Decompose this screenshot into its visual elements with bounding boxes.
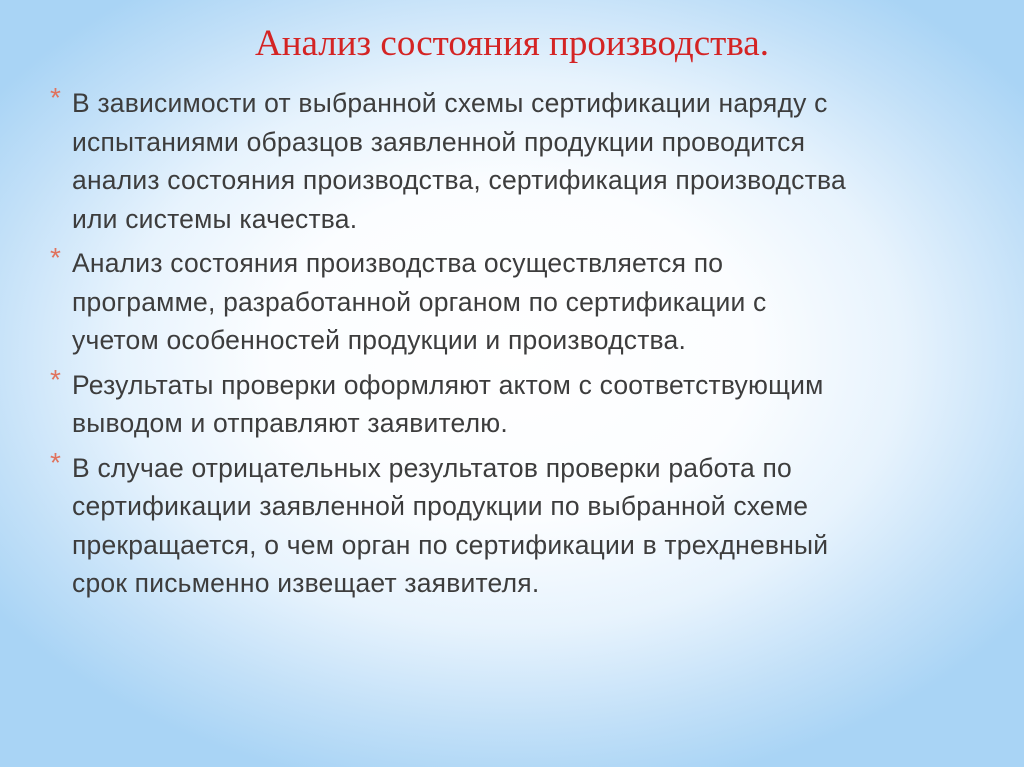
asterisk-bullet-icon: * — [50, 82, 61, 113]
asterisk-bullet-icon: * — [50, 446, 61, 478]
bullet-text — [72, 84, 986, 238]
bullet-list — [46, 84, 986, 609]
bullet-line: В зависимости от выбранной схемы сертификации наряду с — [72, 88, 828, 118]
bullet-item — [46, 363, 986, 443]
bullet-line: прекращается, о чем орган по сертификации в трехдневный — [72, 529, 829, 560]
asterisk-bullet-icon: * — [50, 242, 61, 273]
bullet-text — [72, 366, 986, 443]
bullet-text — [72, 449, 986, 603]
bullet-line: испытаниями образцов заявленной продукции проводится — [72, 126, 806, 157]
bullet-line: выводом и отправляют заявителю. — [72, 408, 508, 438]
bullet-line: срок письменно извещает заявителя. — [72, 568, 540, 598]
bullet-text — [72, 244, 986, 360]
bullet-item — [46, 446, 986, 603]
slide-title: Анализ состояния производства. — [255, 23, 769, 64]
bullet-line: Анализ состояния производства осуществляется по — [72, 248, 724, 278]
bullet-line: сертификации заявленной продукции по выбранной схеме — [72, 491, 809, 521]
bullet-line: или системы качества. — [72, 203, 358, 234]
bullet-line: учетом особенностей продукции и производства. — [72, 325, 687, 355]
asterisk-bullet-icon: * — [50, 363, 61, 395]
bullet-item — [46, 244, 986, 360]
bullet-item — [46, 84, 986, 238]
bullet-line: В случае отрицательных результатов проверки работа по — [72, 452, 792, 483]
bullet-line: Результаты проверки оформляют актом с соответствующим — [72, 369, 824, 400]
bullet-line: программе, разработанной органом по сертификации с — [72, 286, 767, 317]
bullet-line: анализ состояния производства, сертификация производства — [72, 165, 846, 195]
